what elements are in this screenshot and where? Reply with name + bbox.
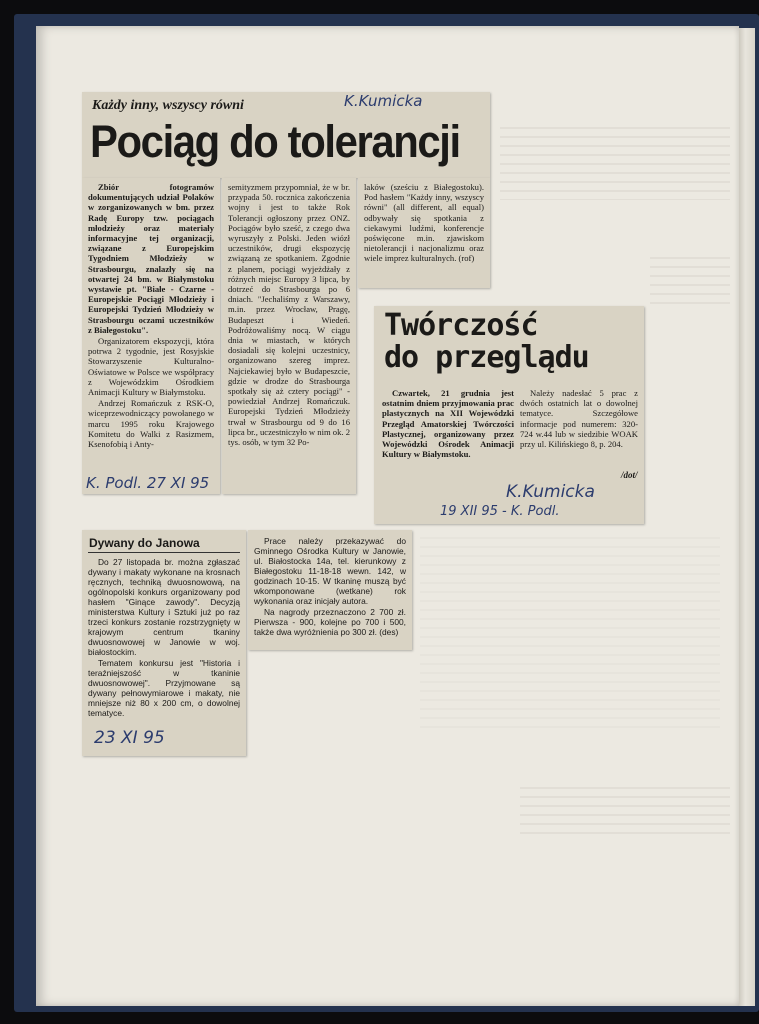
article-column-1 bbox=[382, 388, 514, 488]
article-paragraph: laków (sześciu z Białegostoku). Pod hasłem "Każdy inny, wszyscy równi" (all different, all equal) odbywały się spotkania z ciekawymi ludźmi, konferencje poświęcone m.in. zjawiskom nietolerancji i nacjonalizmu oraz wiele imprez kulturalnych. (rof) bbox=[364, 182, 484, 264]
headline-rule bbox=[88, 552, 240, 553]
handwritten-date: 23 XI 95 bbox=[94, 728, 165, 748]
clipping-right-part bbox=[248, 530, 412, 650]
article-paragraph: Do 27 listopada br. można zgłaszać dywany i makaty wykonane na krosnach ręcznych, techniką dwuosnowową, na ogólnopolski konkurs organizowany pod hasłem "Ginące zawody". Decyzją ministerstwa Kultury i Sztuki już po raz trzeci konkurs zostanie rozstrzygnięty w krajowym centrum tkaniny dwuosnowowej w Janowie w woj. białostockim. bbox=[88, 557, 240, 657]
clipping-dywany-do-janowa bbox=[82, 530, 412, 756]
next-page-edge bbox=[739, 28, 755, 1006]
article-headline: Pociąg do tolerancji bbox=[90, 116, 460, 167]
article-paragraph: Tematem konkursu jest "Historia i teraźniejszość w tkaninie dwuosnowowej". Przyjmowane są dywany pełnowymiarowe i makaty, nie mniejsze niż 80 x 200 cm, o dowolnej tematyce. bbox=[88, 658, 240, 718]
article-kicker: Każdy inny, wszyscy równi bbox=[92, 98, 244, 113]
article-paragraph: semityzmem przypomniał, że w br. przypada 50. rocznica zakończenia wojny i jest to także Rok Tolerancji ogłoszony przez ONZ. Pociągów było sześć, z czego dwa wyruszyły z Polski. Jeden wiózł uczestników, drugi ekspozycję związaną ze spotkaniem. Zgodnie z planem, pociągi wyjeżdżały z różnych miejsc Europy 3 lipca, by dotrzeć do Strasbourga po 6 dniach. "Jechaliśmy z Warszawy, m.in. przez Wrocław, Pragę, Budapeszt i Wiedeń. Podróżowaliśmy nocą. W ciągu dnia w miastach, w których dosiadali się kolejni uczestnicy, organizowano szereg imprez. Najciekawiej było w Budapeszcie, gdzie w drodze do Strasbourga spotkały się aż cztery pociągi" - powiedział Andrzej Romańczuk. Europejski Tydzień Młodzieży trwał w Strasbourgu od 9 do 16 lipca br., uczestniczyło w nim ok. 2 tys. osób, w tym 32 Po- bbox=[228, 182, 350, 448]
article-column-3 bbox=[358, 178, 490, 288]
article-column-1 bbox=[88, 557, 240, 718]
clipping-left-part bbox=[82, 530, 246, 756]
bleed-through-text bbox=[420, 530, 720, 730]
clipping-header bbox=[82, 92, 490, 178]
article-lead: Zbiór fotogramów dokumentujących udział Polaków w zorganizowanych w bm. przez Radę Europy tzw. pociągach młodzieży oraz materiały informacyjne tej organizacji, związane z Europejskim Tygodniem Młodzieży w Strasbourgu, znalazły się na otwartej 24 bm. w Białymstoku wystawie pt. "Białe - Czarne - Europejskie Pociągi Młodzieży i Europejski Tydzień Młodzieży w Strasbourgu oczami uczestników z Białegostoku". bbox=[88, 182, 214, 335]
author-signature: /dot/ bbox=[621, 470, 638, 480]
article-paragraph: Należy nadesłać 5 prac z dwóch ostatnich lat o dowolnej tematyce. Szczegółowe informacje pod numerem: 320-724 w.44 lub w siedzibie WOAK przy ul. Kilińskiego 8, p. 204. bbox=[520, 388, 638, 450]
article-paragraph: Andrzej Romańczuk z RSK-O, wiceprzewodniczący powołanego w marcu 1995 roku Krajowego Komitetu do Walki z Rasizmem, Ksenofobią i Anty- bbox=[88, 398, 214, 450]
bleed-through-text bbox=[650, 250, 730, 310]
article-paragraph: Prace należy przekazywać do Gminnego Ośrodka Kultury w Janowie, ul. Białostocka 14a, tel. kierunkowy z Białegostoku 11-18-18 wewn. 142, w godzinach 10-15. W tkaninę muszą być wkomponowane (wetkane) rok wykonania oraz inicjały autora. bbox=[254, 536, 406, 606]
handwritten-name: K.Kumicka bbox=[344, 92, 423, 110]
article-column-2 bbox=[254, 536, 406, 646]
headline-line-2: do przeglądu bbox=[384, 340, 589, 375]
headline-line-1: Twórczość bbox=[384, 308, 538, 343]
bleed-through-text bbox=[500, 120, 730, 200]
bleed-through-text bbox=[520, 780, 730, 840]
handwritten-source-date: K. Podl. 27 XI 95 bbox=[86, 474, 210, 492]
article-column-2 bbox=[520, 388, 638, 472]
article-headline bbox=[384, 310, 589, 374]
article-column-2 bbox=[222, 178, 356, 494]
handwritten-source-date: 19 XII 95 - K. Podl. bbox=[440, 504, 560, 519]
article-paragraph: Na nagrody przeznaczono 2 700 zł. Pierwsza - 900, kolejne po 700 i 500, także dwa wyróżnienia po 300 zł. (des) bbox=[254, 607, 406, 637]
article-headline: Dywany do Janowa bbox=[89, 536, 200, 550]
article-column-1 bbox=[82, 178, 220, 494]
handwritten-name: K.Kumicka bbox=[506, 482, 595, 502]
article-paragraph: Organizatorem ekspozycji, która potrwa 2 tygodnie, jest Rosyjskie Stowarzyszenie Kulturalno-Oświatowe w Polsce we współpracy z Wojewódzkim Ośrodkiem Animacji Kultury w Białymstoku. bbox=[88, 336, 214, 398]
article-lead: Czwartek, 21 grudnia jest ostatnim dniem przyjmowania prac plastycznych na XII Wojewódzki Przegląd Amatorskiej Twórczości Plastycznej, organizowany przez Wojewódzki Ośrodek Animacji Kultury w Białymstoku. bbox=[382, 388, 514, 460]
clipping-tworczosc-do-przegladu bbox=[374, 306, 644, 524]
